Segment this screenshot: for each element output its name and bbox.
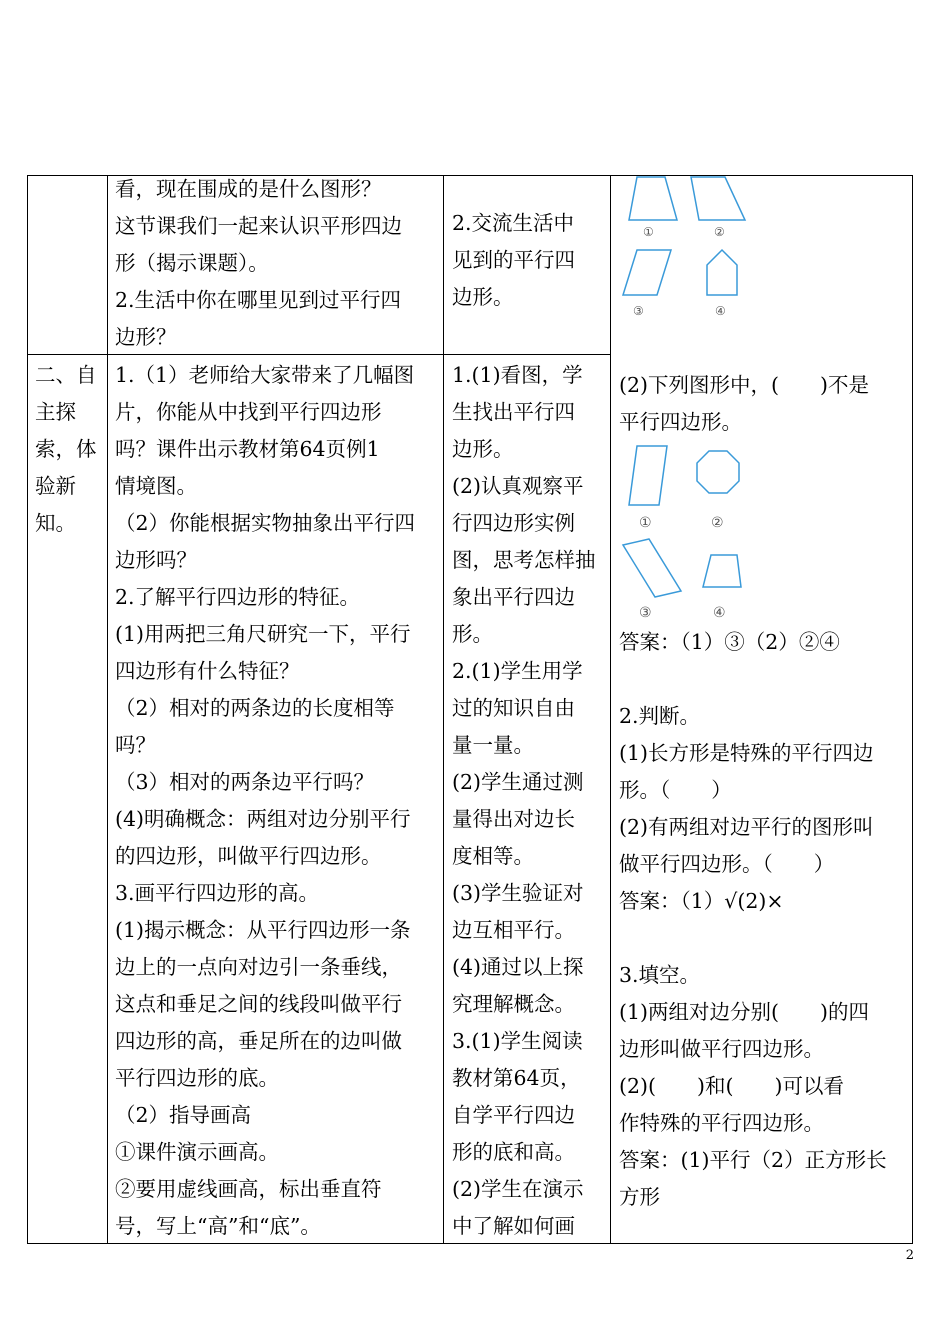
text-line: (1)用两把三角尺研究一下，平行 <box>115 622 411 646</box>
exercise-line <box>619 920 887 957</box>
column-divider-3 <box>610 175 611 1244</box>
column-divider-2 <box>443 175 444 1244</box>
column-divider-1 <box>107 175 108 1244</box>
text-line: 形（揭示课题）。 <box>115 251 269 275</box>
text-line: 四边形有什么特征？ <box>115 659 300 683</box>
text-line: （3）相对的两条边平行吗？ <box>115 770 375 794</box>
section-title-line: 索，体 <box>35 437 97 461</box>
section-title-line: 知。 <box>35 511 76 535</box>
trapezoid-shape-2 <box>691 177 745 220</box>
fig-label-3: ③ <box>639 605 652 621</box>
exercise-line: 边形叫做平行四边形。 <box>619 1037 824 1061</box>
row1-shapes-figure <box>619 175 749 323</box>
section-title-line: 验新 <box>35 474 76 498</box>
exercise-line: 形。（ ） <box>619 778 732 802</box>
page-number: 2 <box>905 1248 914 1263</box>
text-line: 行四边形实例 <box>452 511 575 535</box>
text-line: 的四边形，叫做平行四边形。 <box>115 844 382 868</box>
text-line: 号，写上“高”和“底”。 <box>115 1214 321 1238</box>
fig-label-2: ② <box>714 225 725 239</box>
text-line: 究理解概念。 <box>452 992 575 1016</box>
fig-label-2: ② <box>711 515 724 531</box>
lesson-table <box>27 175 913 1244</box>
parallelogram-shape-3 <box>623 250 671 295</box>
parallelogram-shape-3 <box>623 539 681 597</box>
row1-student-activity <box>452 205 575 316</box>
row2-teacher-activity <box>115 357 415 1245</box>
text-line: 边上的一点向对边引一条垂线， <box>115 955 402 979</box>
row2-section-title <box>35 357 97 542</box>
text-line: 象出平行四边 <box>452 585 575 609</box>
text-line: 边形。 <box>452 437 514 461</box>
text-line: 2.生活中你在哪里见到过平行四 <box>115 288 402 312</box>
exercise-line: 答案：（1）③（2）②④ <box>619 630 840 654</box>
exercise-line: 答案：(1)平行（2）正方形长 <box>619 1148 887 1172</box>
pentagon-shape-4 <box>707 250 737 295</box>
text-line: 量得出对边长 <box>452 807 575 831</box>
row2-exercise-top <box>619 367 869 441</box>
row1-teacher-activity <box>115 171 402 356</box>
row2-shapes-figure <box>619 441 769 621</box>
text-line: （2）指导画高 <box>115 1103 252 1127</box>
exercise-line: 作特殊的平行四边形。 <box>619 1111 824 1135</box>
text-line: 1.(1)看图，学 <box>452 363 583 387</box>
text-line: 1.（1）老师给大家带来了几幅图 <box>115 363 415 387</box>
parallelogram-shape-1 <box>629 446 667 505</box>
text-line: (2)学生通过测 <box>452 770 584 794</box>
octagon-shape-2 <box>697 451 739 493</box>
exercise-line <box>619 661 887 698</box>
table-border-left <box>27 175 28 1244</box>
row2-exercise-answers <box>619 624 887 1216</box>
exercise-line: (2)下列图形中，( )不是 <box>619 373 870 397</box>
section-title-line: 主探 <box>35 400 76 424</box>
text-line: (3)学生验证对 <box>452 881 584 905</box>
text-line: 量一量。 <box>452 733 534 757</box>
text-line: (4)明确概念：两组对边分别平行 <box>115 807 411 831</box>
text-line: 吗？ <box>115 733 156 757</box>
exercise-line: (2)( )和( )可以看 <box>619 1074 845 1098</box>
text-line: 边形。 <box>452 285 514 309</box>
text-line: (1)揭示概念：从平行四边形一条 <box>115 918 411 942</box>
exercise-line: 做平行四边形。（ ） <box>619 852 835 876</box>
text-line: 边形吗？ <box>115 548 197 572</box>
exercise-line: 2.判断。 <box>619 704 701 728</box>
fig-label-4: ④ <box>713 605 726 621</box>
text-line: (4)通过以上探 <box>452 955 584 979</box>
text-line: 3.画平行四边形的高。 <box>115 881 320 905</box>
exercise-line: 答案：（1）√(2)× <box>619 889 784 913</box>
text-line: 教材第64页， <box>452 1066 581 1090</box>
text-line: 边形？ <box>115 325 177 349</box>
exercise-line: 平行四边形。 <box>619 410 742 434</box>
text-line: （2）你能根据实物抽象出平行四 <box>115 511 416 535</box>
text-line: 见到的平行四 <box>452 248 575 272</box>
text-line: 2.(1)学生用学 <box>452 659 583 683</box>
exercise-line: (1)长方形是特殊的平行四边 <box>619 741 874 765</box>
text-line: 3.(1)学生阅读 <box>452 1029 583 1053</box>
text-line: 2.了解平行四边形的特征。 <box>115 585 361 609</box>
exercise-line: (1)两组对边分别( )的四 <box>619 1000 870 1024</box>
text-line: 2.交流生活中 <box>452 211 575 235</box>
text-line: 情境图。 <box>115 474 197 498</box>
fig-label-3: ③ <box>633 304 644 318</box>
text-line: ②要用虚线画高，标出垂直符 <box>115 1177 382 1201</box>
text-line: （2）相对的两条边的长度相等 <box>115 696 395 720</box>
row2-student-activity <box>452 357 596 1245</box>
trapezoid-shape-1 <box>629 177 677 220</box>
text-line: (2)学生在演示 <box>452 1177 584 1201</box>
fig-label-4: ④ <box>715 304 726 318</box>
text-line: 自学平行四边 <box>452 1103 575 1127</box>
text-line: 度相等。 <box>452 844 534 868</box>
text-line: (2)认真观察平 <box>452 474 584 498</box>
text-line: 形。 <box>452 622 493 646</box>
exercise-line: (2)有两组对边平行的图形叫 <box>619 815 874 839</box>
text-line: 看，现在围成的是什么图形？ <box>115 177 382 201</box>
text-line: 生找出平行四 <box>452 400 575 424</box>
text-line: 平行四边形的底。 <box>115 1066 279 1090</box>
table-border-right <box>912 175 913 1244</box>
text-line: ①课件演示画高。 <box>115 1140 279 1164</box>
text-line: 边互相平行。 <box>452 918 575 942</box>
exercise-line: 方形 <box>619 1185 660 1209</box>
text-line: 中了解如何画 <box>452 1214 575 1238</box>
fig-label-1: ① <box>643 225 654 239</box>
text-line: 吗？课件出示教材第64页例1 <box>115 437 380 461</box>
fig-label-1: ① <box>639 515 652 531</box>
text-line: 过的知识自由 <box>452 696 575 720</box>
trapezoid-shape-4 <box>703 555 741 587</box>
exercise-line: 3.填空。 <box>619 963 701 987</box>
text-line: 这点和垂足之间的线段叫做平行 <box>115 992 402 1016</box>
section-title-line: 二、自 <box>35 363 97 387</box>
text-line: 形的底和高。 <box>452 1140 575 1164</box>
text-line: 这节课我们一起来认识平形四边 <box>115 214 402 238</box>
text-line: 图，思考怎样抽 <box>452 548 596 572</box>
text-line: 四边形的高，垂足所在的边叫做 <box>115 1029 402 1053</box>
text-line: 片，你能从中找到平行四边形 <box>115 400 382 424</box>
